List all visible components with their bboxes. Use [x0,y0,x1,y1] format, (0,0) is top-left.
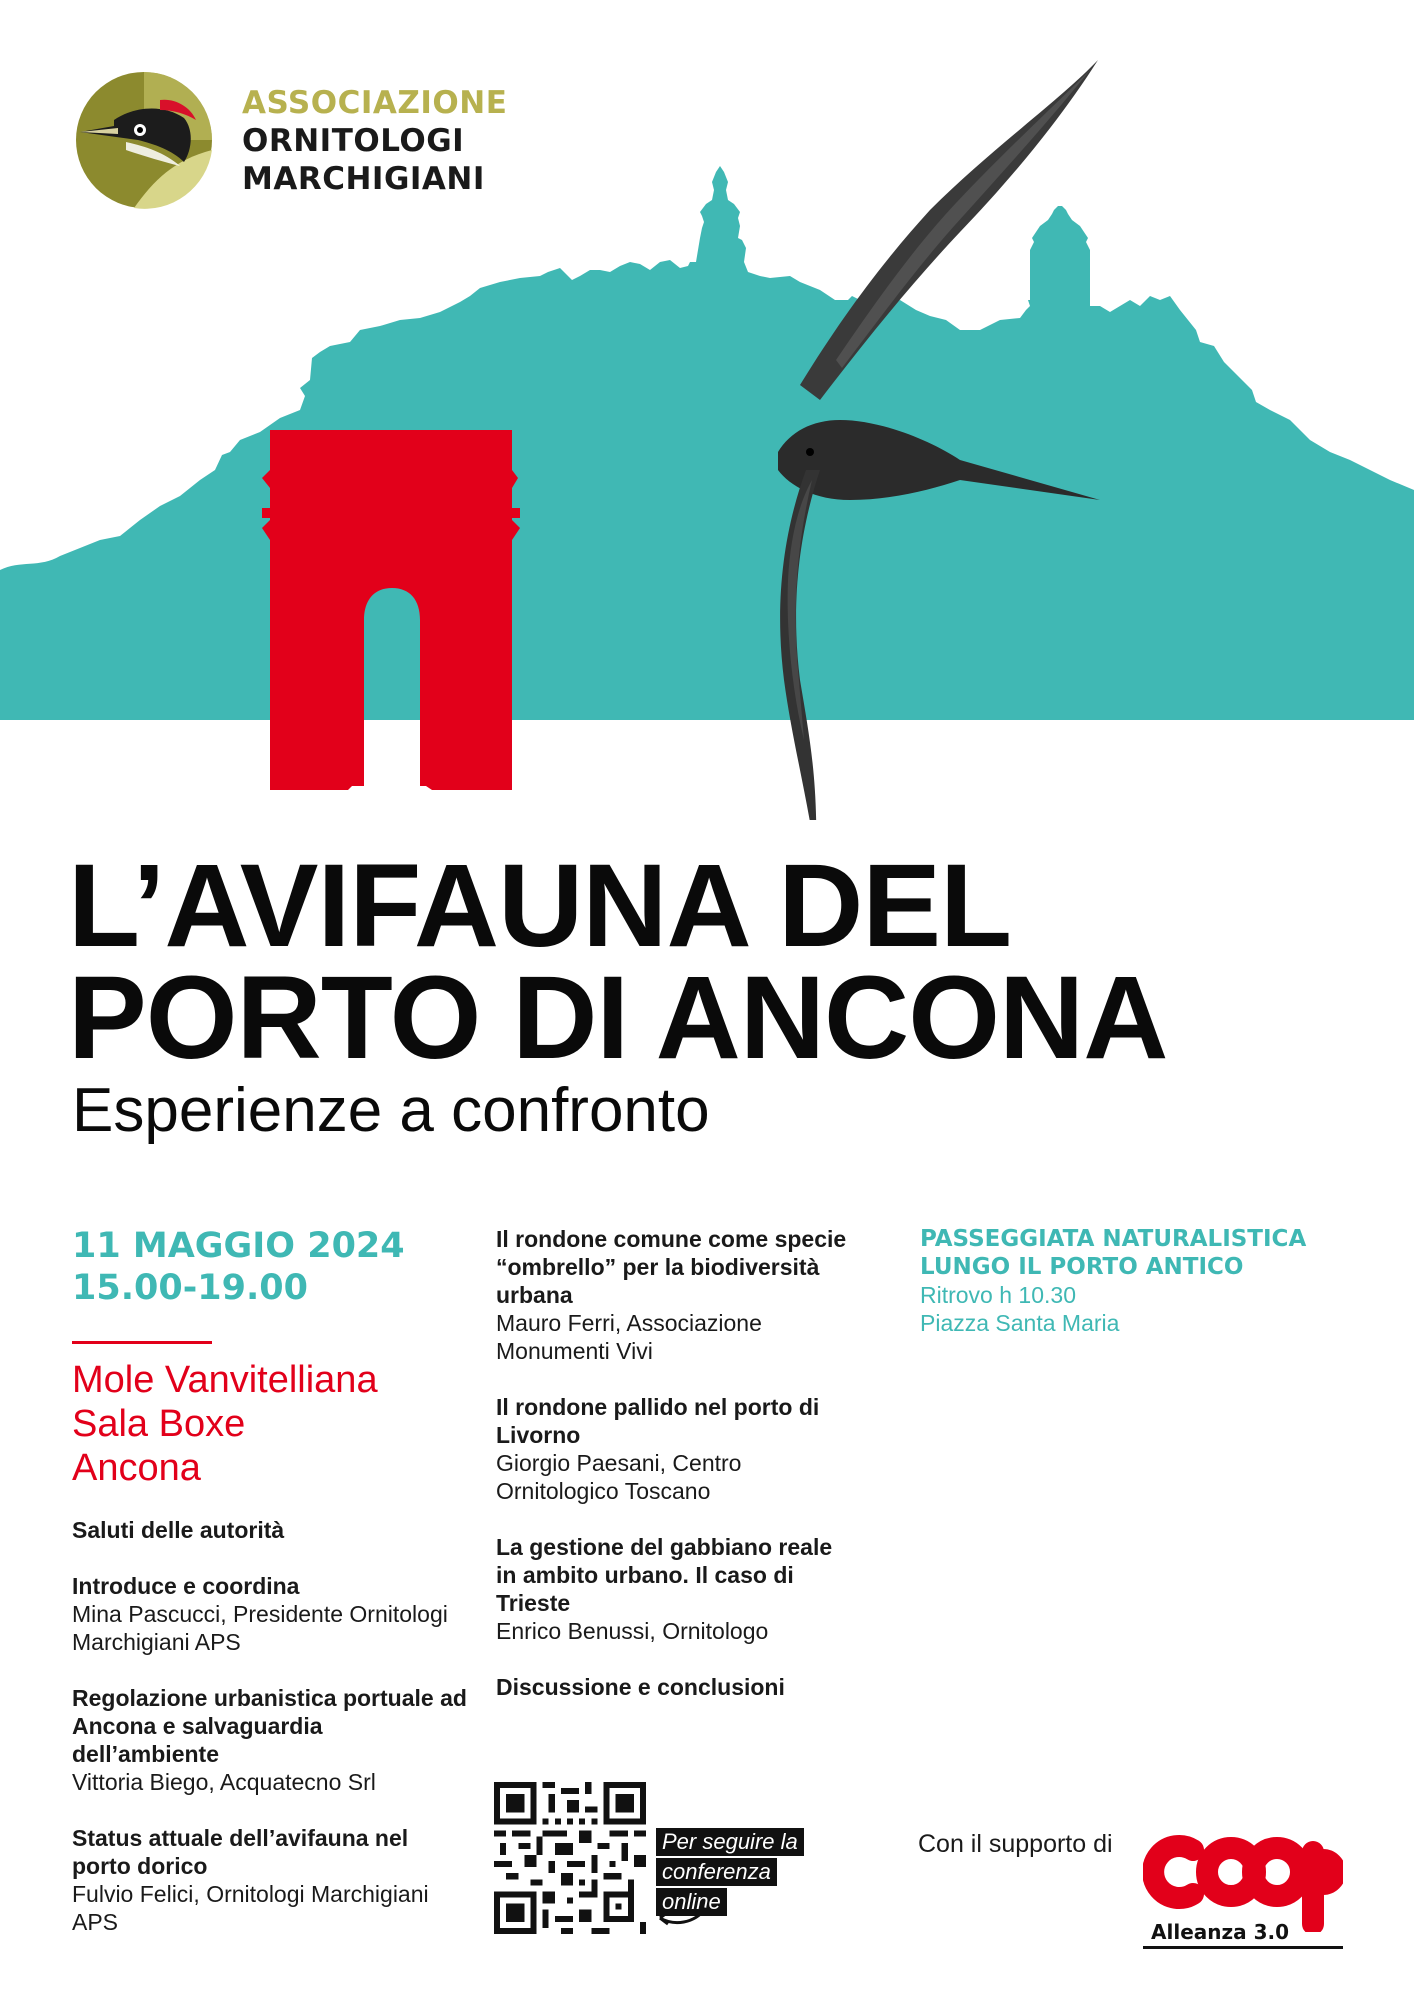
program-item [72,1684,472,1796]
woodpecker-head-icon [74,70,214,210]
walk-meeting-time: Ritrovo h 10.30 [920,1282,1076,1308]
program-item-title: Discussione e conclusioni [496,1674,785,1700]
coop-logo [1143,1812,1343,1932]
qr-caption-line-1: Per seguire la [656,1828,804,1856]
event-time: 15.00-19.00 [72,1268,308,1308]
venue-line-2: Sala Boxe [72,1403,246,1445]
curved-arrow-icon [650,1900,710,1930]
subtitle: Esperienze a confronto [72,1076,710,1145]
program-item-title: Saluti delle autorità [72,1517,285,1543]
walk-meeting-place: Piazza Santa Maria [920,1310,1120,1336]
walk-title-line-1: PASSEGGIATA NATURALISTICA [920,1226,1307,1252]
logo-text [242,84,507,198]
event-date: 11 MAGGIO 2024 [72,1226,405,1266]
program-column-2 [496,1225,856,1729]
program-item-title: Regolazione urbanistica portuale ad Ancona e salvaguardia dell’ambiente [72,1685,467,1767]
program-item-speaker: Enrico Benussi, Ornitologo [496,1618,769,1644]
program-item [72,1572,472,1656]
program-item [496,1673,856,1701]
title-line-2: PORTO DI ANCONA [68,952,1168,1084]
association-logo [74,70,534,220]
program-item-speaker: Fulvio Felici, Ornitologi Marchigiani APS [72,1881,429,1935]
support-text: Con il supporto di [918,1830,1113,1858]
program-item-title: La gestione del gabbiano reale in ambito urbano. Il caso di Trieste [496,1534,833,1616]
venue-line-1: Mole Vanvitelliana [72,1359,378,1401]
program-item [496,1533,856,1645]
main-title [68,840,1168,1084]
coop-subtitle: Alleanza 3.0 [1143,1920,1343,1949]
program-item-title: Il rondone pallido nel porto di Livorno [496,1394,820,1448]
venue-line-3: Ancona [72,1447,201,1489]
logo-line-associazione: ASSOCIAZIONE [242,85,508,121]
program-item-title: Status attuale dell’avifauna nel porto dorico [72,1825,409,1879]
program-item [496,1393,856,1505]
qr-code-icon[interactable] [494,1782,646,1934]
program-item [72,1824,472,1936]
program-item [496,1225,856,1365]
walk-title-line-2: LUNGO IL PORTO ANTICO [920,1254,1244,1280]
program-item-title: Introduce e coordina [72,1573,300,1599]
program-item-speaker: Giorgio Paesani, Centro Ornitologico Toscano [496,1450,742,1504]
logo-line-marchigiani: MARCHIGIANI [242,161,485,197]
red-divider [72,1341,212,1344]
program-column-1 [72,1225,472,1964]
program-item-speaker: Vittoria Biego, Acquatecno Srl [72,1769,376,1795]
logo-line-ornitologi: ORNITOLOGI [242,123,465,159]
event-venue [72,1358,472,1490]
title-line-1: L’AVIFAUNA DEL [68,840,1012,972]
qr-caption-line-2: conferenza [656,1858,777,1886]
program-item-speaker: Mina Pascucci, Presidente Ornitologi Marchigiani APS [72,1601,448,1655]
qr-caption-line-3: online [656,1888,727,1916]
city-skyline-silhouette [0,166,1414,720]
walk-info-column [920,1225,1340,1337]
program-item-title: Il rondone comune come specie “ombrello” per la biodiversità urbana [496,1226,847,1308]
program-item [72,1516,472,1544]
program-item-speaker: Mauro Ferri, Associazione Monumenti Vivi [496,1310,762,1364]
